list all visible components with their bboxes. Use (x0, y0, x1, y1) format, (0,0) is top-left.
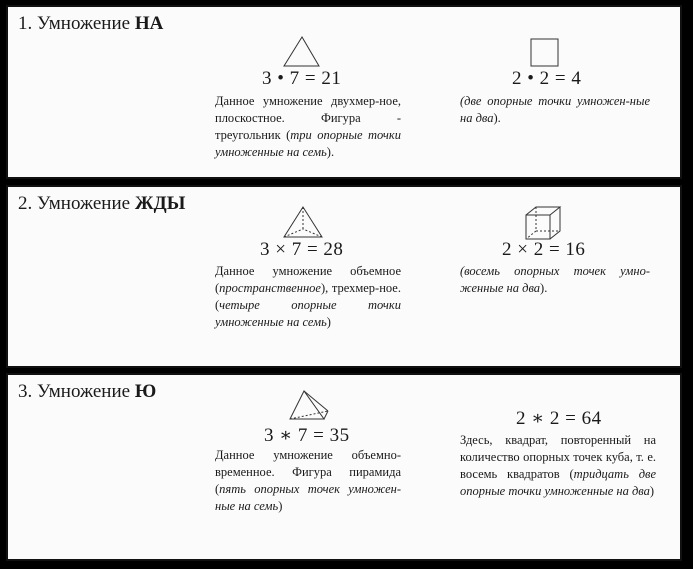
italic-text: (две опорные точки умножен-ные на два (460, 94, 650, 125)
text: ) (278, 499, 283, 513)
section-1-title-bold: НА (134, 13, 164, 34)
text: ). (326, 145, 335, 159)
italic-text: четыре опорные точки умноженные на семь (215, 298, 401, 329)
italic-text: пространственное (219, 281, 321, 295)
pyramid-icon (288, 389, 330, 423)
section-2-right-equation: 2 × 2 = 16 (502, 239, 586, 260)
section-3-right-equation: 2 ∗ 2 = 64 (516, 408, 602, 429)
section-2-left-description (215, 263, 401, 331)
section-2-heading (18, 193, 185, 215)
section-1-left-description (215, 93, 401, 161)
cube-icon (524, 205, 564, 241)
section-3-left-equation: 3 ∗ 7 = 35 (264, 425, 350, 446)
italic-text: пять опорных точек умножен-ные на семь (215, 482, 401, 513)
section-1-left-equation: 3 • 7 = 21 (262, 68, 342, 89)
square-icon (529, 37, 561, 69)
section-1-panel (6, 5, 682, 179)
italic-text: (восемь опорных точек умно-женные на два (460, 264, 650, 295)
section-3-heading (18, 381, 156, 403)
section-3-title: Умножение (37, 381, 131, 402)
section-1-number: 1. (18, 13, 33, 34)
section-2-title: Умножение (37, 193, 131, 214)
section-2-panel (6, 185, 682, 368)
section-2-right-description (460, 263, 650, 297)
section-3-left-description (215, 447, 401, 515)
text: Данное умножение объемное ( (215, 264, 401, 295)
section-1-heading (18, 13, 163, 35)
italic-text: тридцать две опорные точки умноженные на два (460, 467, 656, 498)
section-1-right-equation: 2 • 2 = 4 (512, 68, 582, 89)
text: ) (649, 484, 655, 498)
section-3-panel (6, 373, 682, 561)
text: ). (493, 111, 501, 125)
text: Данное умножение двухмер-ное, плоскостное. Фигура - треугольник ( (215, 94, 401, 142)
section-2-left-equation: 3 × 7 = 28 (260, 239, 344, 260)
text: ). (540, 281, 548, 295)
text: Данное умножение объемно-временное. Фигура пирамида ( (215, 448, 401, 496)
text: Здесь, квадрат, повторенный на количество опорных точек куба, т. е. восемь квадратов ( (460, 433, 656, 481)
section-3-title-bold: Ю (134, 381, 157, 402)
section-2-title-bold: ЖДЫ (134, 193, 186, 214)
section-3-right-description (460, 432, 656, 500)
italic-text: три опорные точки умноженные на семь (215, 128, 401, 159)
section-2-number: 2. (18, 193, 33, 214)
triangle-icon (282, 35, 322, 69)
section-3-number: 3. (18, 381, 33, 402)
section-1-right-description (460, 93, 650, 127)
text: ) (326, 315, 331, 329)
text: ), трехмер-ное. ( (215, 281, 401, 312)
section-1-title: Умножение (37, 13, 131, 34)
tetrahedron-icon (282, 205, 324, 241)
